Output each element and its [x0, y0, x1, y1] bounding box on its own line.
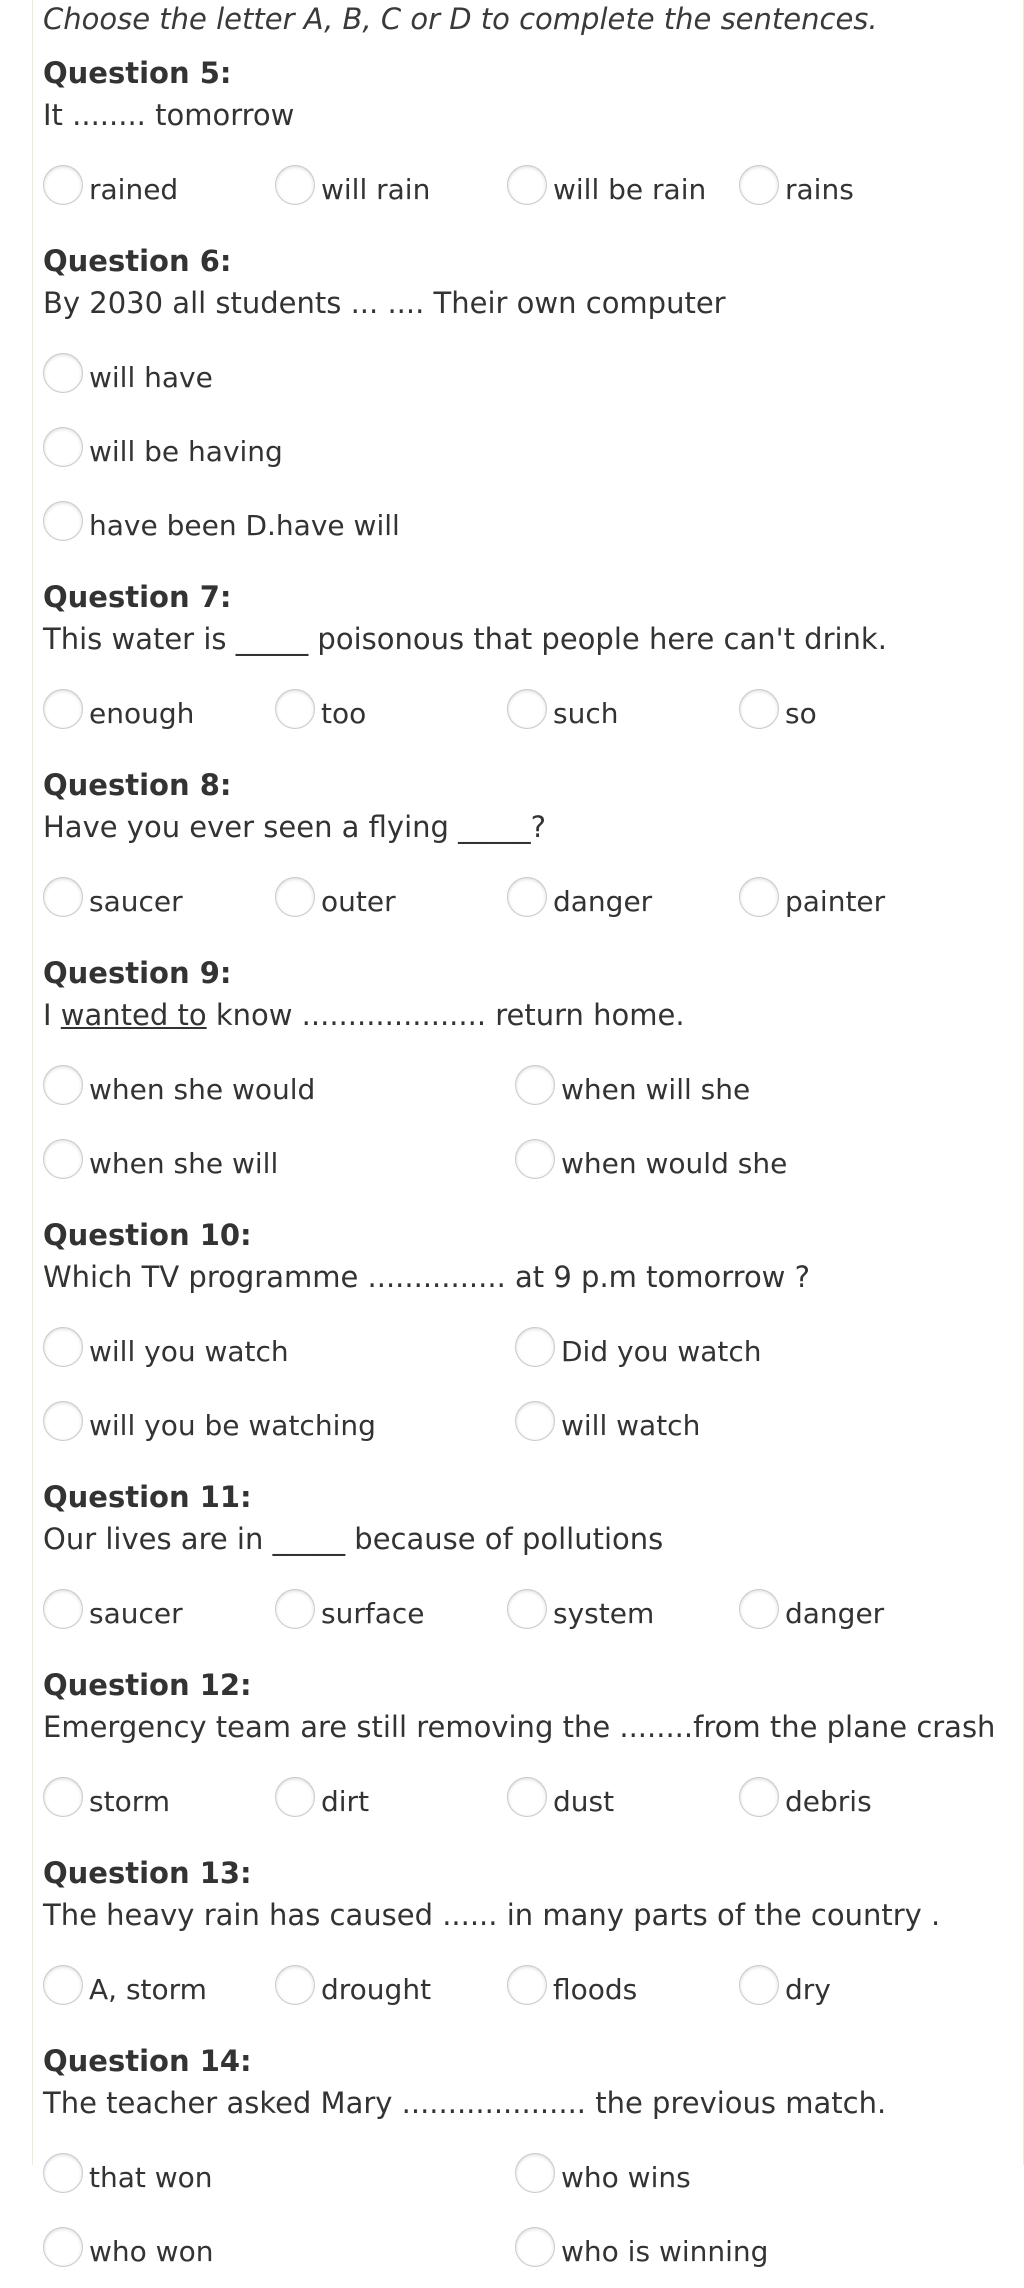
radio-button[interactable] [739, 1777, 779, 1817]
answer-option-label: who won [89, 2234, 214, 2268]
question-text-part: know .................... return home. [206, 998, 685, 1032]
question-block [43, 1214, 1023, 1462]
answer-row [43, 676, 1023, 750]
answer-option[interactable] [739, 1973, 971, 2006]
answer-option[interactable] [275, 1973, 507, 2006]
answer-option[interactable] [739, 697, 971, 730]
answer-option-label: will have [89, 360, 213, 394]
answer-option[interactable] [43, 1785, 275, 1818]
answer-row [43, 2140, 1023, 2214]
answer-option-label: such [553, 696, 619, 730]
answer-option-label: painter [785, 884, 886, 918]
radio-button[interactable] [515, 1139, 555, 1179]
answer-row [43, 1764, 1023, 1838]
question-underlined-text: wanted to [60, 998, 207, 1032]
radio-button[interactable] [507, 165, 547, 205]
radio-button[interactable] [43, 1327, 83, 1367]
question-block [43, 952, 1023, 1200]
answer-option-label: will you be watching [89, 1408, 376, 1442]
answer-option-label: dust [553, 1784, 615, 1818]
answer-options [43, 1952, 1023, 2026]
answer-option-label: Did you watch [561, 1334, 762, 1368]
radio-button[interactable] [43, 1065, 83, 1105]
answer-option-label: will watch [561, 1408, 701, 1442]
answer-option-label: will be rain [553, 172, 707, 206]
answer-option-label: saucer [89, 884, 183, 918]
answer-option-label: surface [321, 1596, 425, 1630]
answer-options [43, 340, 1023, 562]
answer-row [43, 414, 1023, 488]
answer-option-label: rained [89, 172, 179, 206]
question-title: Question 7: [43, 580, 232, 614]
answer-option-label: will be having [89, 434, 283, 468]
answer-option-label: A, storm [89, 1972, 207, 2006]
question-block [43, 240, 1023, 562]
radio-button[interactable] [515, 1401, 555, 1441]
radio-button[interactable] [275, 1589, 315, 1629]
question-title: Question 12: [43, 1668, 252, 1702]
answer-option[interactable] [275, 1785, 507, 1818]
question-block [43, 2040, 1023, 2288]
question-text: The teacher asked Mary .................... the previous match. [43, 2086, 887, 2120]
answer-options [43, 1052, 1023, 1200]
radio-button[interactable] [515, 1065, 555, 1105]
answer-option-label: saucer [89, 1596, 183, 1630]
radio-button[interactable] [275, 1777, 315, 1817]
answer-option-label: storm [89, 1784, 170, 1818]
radio-button[interactable] [739, 165, 779, 205]
question-title: Question 6: [43, 244, 232, 278]
answer-option-label: outer [321, 884, 396, 918]
answer-option[interactable] [43, 361, 213, 394]
question-text: This water is _____ poisonous that people here can't drink. [43, 622, 887, 656]
radio-button[interactable] [507, 1777, 547, 1817]
answer-row [43, 2214, 1023, 2288]
answer-options [43, 152, 1023, 226]
answer-option[interactable] [275, 173, 507, 206]
question-text: By 2030 all students ... .... Their own computer [43, 286, 726, 320]
answer-option[interactable] [515, 1335, 987, 1368]
answer-row [43, 864, 1023, 938]
answer-option[interactable] [43, 2235, 515, 2268]
radio-button[interactable] [275, 689, 315, 729]
answer-row [43, 1314, 1023, 1388]
question-title: Question 14: [43, 2044, 252, 2078]
radio-button[interactable] [275, 165, 315, 205]
question-block [43, 764, 1023, 938]
question-block [43, 576, 1023, 750]
radio-button[interactable] [507, 689, 547, 729]
answer-option[interactable] [43, 697, 275, 730]
radio-button[interactable] [43, 501, 83, 541]
answer-option-label: that won [89, 2160, 213, 2194]
radio-button[interactable] [43, 2227, 83, 2267]
answer-option-label: have been D.have will [89, 508, 400, 542]
question-text-part: I [43, 998, 61, 1032]
answer-option-label: dirt [321, 1784, 370, 1818]
radio-button[interactable] [43, 1139, 83, 1179]
question-title: Question 5: [43, 56, 232, 90]
answer-option[interactable] [739, 885, 971, 918]
answer-options [43, 864, 1023, 938]
answer-option-label: when would she [561, 1146, 788, 1180]
answer-option[interactable] [515, 2161, 987, 2194]
answer-option-label: who wins [561, 2160, 691, 2194]
question-block [43, 1476, 1023, 1650]
answer-option-label: too [321, 696, 367, 730]
radio-button[interactable] [43, 165, 83, 205]
answer-option-label: so [785, 696, 817, 730]
answer-option[interactable] [739, 1597, 971, 1630]
answer-option-label: enough [89, 696, 195, 730]
radio-button[interactable] [507, 877, 547, 917]
answer-option[interactable] [739, 1785, 971, 1818]
question-title: Question 13: [43, 1856, 252, 1890]
radio-button[interactable] [43, 1777, 83, 1817]
answer-option[interactable] [507, 173, 739, 206]
answer-option[interactable] [739, 173, 971, 206]
answer-row [43, 488, 1023, 562]
radio-button[interactable] [43, 1401, 83, 1441]
radio-button[interactable] [43, 2153, 83, 2193]
answer-option-label: rains [785, 172, 854, 206]
radio-button[interactable] [43, 1965, 83, 2005]
radio-button[interactable] [43, 427, 83, 467]
radio-button[interactable] [43, 1589, 83, 1629]
answer-option-label: will you watch [89, 1334, 289, 1368]
answer-row [43, 340, 1023, 414]
question-text: Emergency team are still removing the ........from the plane crash [43, 1710, 996, 1744]
answer-option[interactable] [43, 173, 275, 206]
answer-option[interactable] [43, 509, 400, 542]
quiz-page [32, 0, 1024, 2268]
question-text: Our lives are in _____ because of pollutions [43, 1522, 664, 1556]
answer-option[interactable] [507, 885, 739, 918]
radio-button[interactable] [739, 877, 779, 917]
answer-option[interactable] [43, 435, 283, 468]
answer-option-label: dry [785, 1972, 831, 2006]
radio-button[interactable] [739, 1589, 779, 1629]
answer-option[interactable] [507, 1973, 739, 2006]
radio-button[interactable] [275, 877, 315, 917]
question-list [43, 52, 1023, 2288]
answer-option-label: danger [785, 1596, 885, 1630]
answer-option-label: when she will [89, 1146, 279, 1180]
answer-option-label: when will she [561, 1072, 751, 1106]
answer-option[interactable] [507, 1785, 739, 1818]
answer-option-label: who is winning [561, 2234, 769, 2268]
radio-button[interactable] [43, 877, 83, 917]
question-block [43, 52, 1023, 226]
radio-button[interactable] [515, 2153, 555, 2193]
answer-option[interactable] [43, 1147, 515, 1180]
question-title: Question 8: [43, 768, 232, 802]
question-text [43, 994, 1023, 1036]
answer-options [43, 2140, 1023, 2288]
question-text: The heavy rain has caused ...... in many parts of the country . [43, 1898, 941, 1932]
answer-option[interactable] [507, 1597, 739, 1630]
answer-option[interactable] [515, 1409, 987, 1442]
answer-option[interactable] [43, 1335, 515, 1368]
answer-option-label: will rain [321, 172, 431, 206]
answer-option-label: when she would [89, 1072, 316, 1106]
answer-options [43, 676, 1023, 750]
radio-button[interactable] [507, 1589, 547, 1629]
answer-option[interactable] [43, 2161, 515, 2194]
question-title: Question 10: [43, 1218, 252, 1252]
answer-option-label: debris [785, 1784, 872, 1818]
question-block [43, 1664, 1023, 1838]
answer-option[interactable] [43, 1597, 275, 1630]
radio-button[interactable] [739, 1965, 779, 2005]
radio-button[interactable] [43, 353, 83, 393]
answer-option[interactable] [515, 2235, 987, 2268]
instruction-text: Choose the letter A, B, C or D to complete the sentences. [43, 2, 878, 36]
question-text: It ........ tomorrow [43, 98, 295, 132]
answer-option[interactable] [43, 1973, 275, 2006]
radio-button[interactable] [739, 689, 779, 729]
answer-option-label: system [553, 1596, 655, 1630]
answer-row [43, 1388, 1023, 1462]
answer-option[interactable] [43, 1073, 515, 1106]
answer-option[interactable] [275, 1597, 507, 1630]
answer-options [43, 1764, 1023, 1838]
answer-option[interactable] [43, 1409, 515, 1442]
question-text: Have you ever seen a flying _____? [43, 810, 547, 844]
question-title: Question 11: [43, 1480, 252, 1514]
radio-button[interactable] [507, 1965, 547, 2005]
radio-button[interactable] [275, 1965, 315, 2005]
answer-row [43, 1952, 1023, 2026]
answer-option[interactable] [275, 697, 507, 730]
answer-option-label: drought [321, 1972, 432, 2006]
answer-option[interactable] [515, 1147, 987, 1180]
answer-row [43, 152, 1023, 226]
answer-row [43, 1126, 1023, 1200]
answer-option-label: floods [553, 1972, 638, 2006]
question-text: Which TV programme ............... at 9 p.m tomorrow ? [43, 1260, 811, 1294]
question-title: Question 9: [43, 956, 232, 990]
question-block [43, 1852, 1023, 2026]
answer-options [43, 1576, 1023, 1650]
radio-button[interactable] [43, 689, 83, 729]
answer-option[interactable] [275, 885, 507, 918]
radio-button[interactable] [515, 1327, 555, 1367]
answer-option[interactable] [507, 697, 739, 730]
answer-row [43, 1052, 1023, 1126]
answer-options [43, 1314, 1023, 1462]
answer-option[interactable] [515, 1073, 987, 1106]
answer-option[interactable] [43, 885, 275, 918]
answer-row [43, 1576, 1023, 1650]
answer-option-label: danger [553, 884, 653, 918]
radio-button[interactable] [515, 2227, 555, 2267]
